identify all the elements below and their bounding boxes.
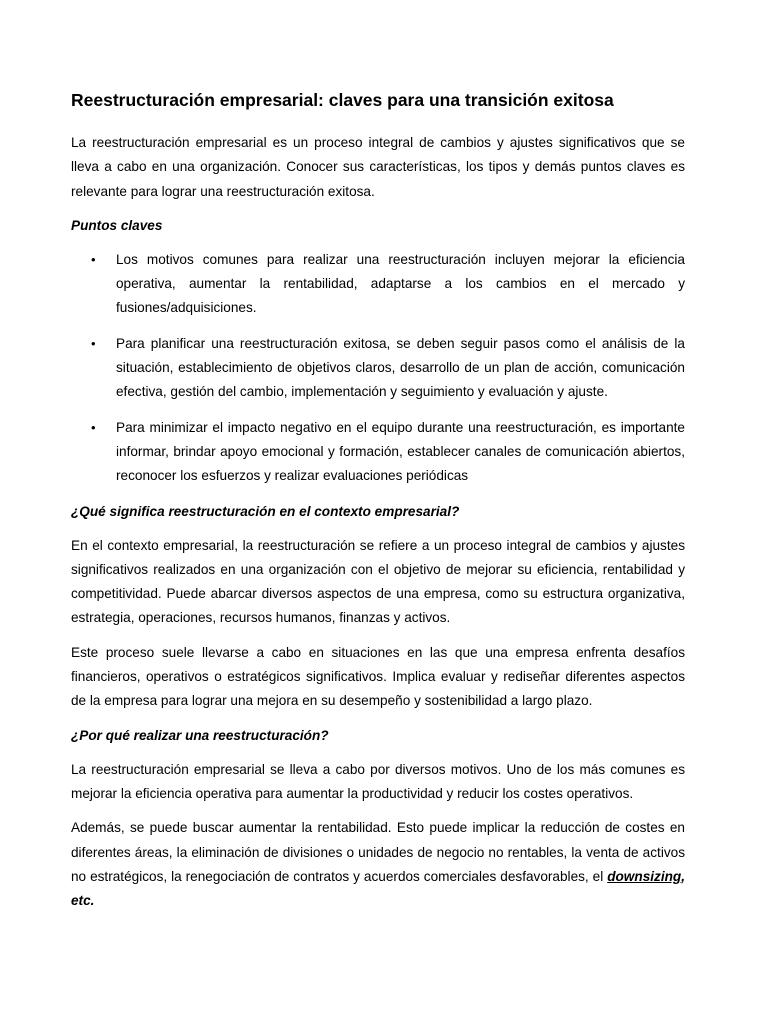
list-item-text: Para planificar una reestructuración exitosa, se deben seguir pasos como el análisis de la situación, establecimiento de objetivos claros, desarrollo de un plan de acción, comunicación efectiva, gestión del cambio, implementación y seguimiento y evaluación y ajuste.	[116, 335, 685, 400]
list-item	[71, 416, 685, 489]
paragraph-tail: , etc.	[71, 868, 685, 909]
key-points-list	[71, 248, 685, 489]
downsizing-term-link[interactable]: downsizing	[607, 868, 682, 884]
key-points-heading: Puntos claves	[71, 217, 163, 233]
section-why-paragraph-2	[71, 816, 685, 913]
section-why-paragraph-2-text: Además, se puede buscar aumentar la rentabilidad. Esto puede implicar la reducción de costes en diferentes áreas, la eliminación de divisiones o unidades de negocio no rentables, la venta de activos no estratégicos, la renegociación de contratos y acuerdos comerciales desfavorables, el	[71, 820, 685, 884]
section-why-paragraph-1: La reestructuración empresarial se lleva a cabo por diversos motivos. Uno de los más comunes es mejorar la eficiencia operativa para aumentar la productividad y reducir los costes operativos.	[71, 761, 685, 801]
section-heading-meaning: ¿Qué significa reestructuración en el contexto empresarial?	[71, 503, 460, 519]
bullet-icon: •	[91, 335, 96, 351]
list-item	[71, 332, 685, 405]
list-item-text: Para minimizar el impacto negativo en el equipo durante una reestructuración, es importante informar, brindar apoyo emocional y formación, establecer canales de comunicación abiertos, reconocer los esfuerzos y realizar evaluaciones periódicas	[116, 419, 685, 484]
bullet-icon: •	[91, 251, 96, 267]
list-item	[71, 248, 685, 321]
bullet-icon: •	[91, 419, 96, 435]
section-meaning-paragraph-2: Este proceso suele llevarse a cabo en situaciones en las que una empresa enfrenta desafíos financieros, operativos o estratégicos significativos. Implica evaluar y rediseñar diferentes aspectos de la empresa para lograr una mejora en su desempeño y sostenibilidad a largo plazo.	[71, 644, 685, 709]
list-item-text: Los motivos comunes para realizar una reestructuración incluyen mejorar la eficiencia operativa, aumentar la rentabilidad, adaptarse a los cambios en el mercado y fusiones/adquisiciones.	[116, 251, 685, 316]
intro-paragraph: La reestructuración empresarial es un proceso integral de cambios y ajustes significativos que se lleva a cabo en una organización. Conocer sus características, los tipos y demás puntos claves es relevante para lograr una reestructuración exitosa.	[71, 135, 685, 199]
section-heading-why: ¿Por qué realizar una reestructuración?	[71, 727, 329, 743]
document-title: Reestructuración empresarial: claves para una transición exitosa	[71, 90, 614, 110]
section-meaning-paragraph-1: En el contexto empresarial, la reestructuración se refiere a un proceso integral de cambios y ajustes significativos realizados en una organización con el objetivo de mejorar su eficiencia, rentabilidad y competitividad. Puede abarcar diversos aspectos de una empresa, como su estructura organizativa, estrategia, operaciones, recursos humanos, finanzas y activos.	[71, 537, 685, 626]
